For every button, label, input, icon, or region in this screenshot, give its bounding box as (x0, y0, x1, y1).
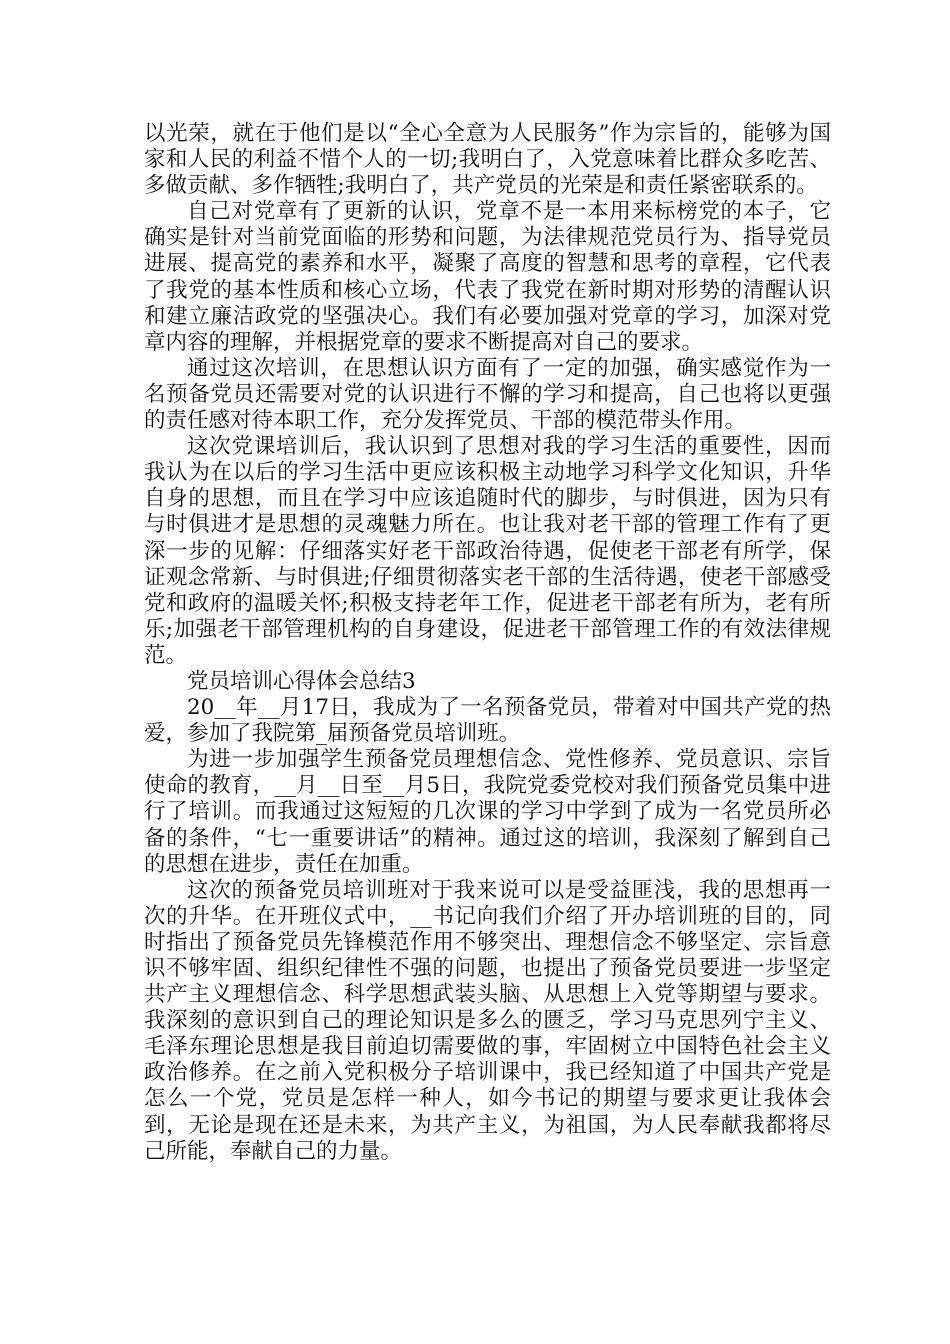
paragraph: 自己对党章有了更新的认识，党章不是一本用来标榜党的本子，它确实是针对当前党面临的形势和问题，为法律规范党员行为、指导党员进展、提高党的素养和水平，凝聚了高度的智慧和思考的章程，它代表了我党的基本性质和核心立场，代表了我党在新时期对形势的清醒认识和建立廉洁政党的坚强决心。我们有必要加强对党章的学习，加深对党章内容的理解，并根据党章的要求不断提高对自己的要求。 (144, 199, 831, 355)
paragraph: 通过这次培训，在思想认识方面有了一定的加强，确实感觉作为一名预备党员还需要对党的认识进行不懈的学习和提高，自己也将以更强的责任感对待本职工作，充分发挥党员、干部的模范带头作用。 (144, 355, 831, 434)
document-body (144, 121, 831, 1165)
paragraph: 这次党课培训后，我认识到了思想对我的学习生活的重要性，因而我认为在以后的学习生活中更应该积极主动地学习科学文化知识，升华自身的思想，而且在学习中应该追随时代的脚步，与时俱进，因为只有与时俱进才是思想的灵魂魅力所在。也让我对老干部的管理工作有了更深一步的见解：仔细落实好老干部政治待遇，促使老干部老有所学，保证观念常新、与时俱进;仔细贯彻落实老干部的生活待遇，使老干部感受党和政府的温暖关怀;积极支持老年工作，促进老干部老有所为，老有所乐;加强老干部管理机构的自身建设，促进老干部管理工作的有效法律规范。 (144, 434, 831, 668)
paragraph: 20__年__月17日，我成为了一名预备党员，带着对中国共产党的热爱，参加了我院第_届预备党员培训班。 (144, 695, 831, 747)
paragraph: 这次的预备党员培训班对于我来说可以是受益匪浅，我的思想再一次的升华。在开班仪式中，__书记向我们介绍了开办培训班的目的，同时指出了预备党员先锋模范作用不够突出、理想信念不够坚定、宗旨意识不够牢固、组织纪律性不强的问题，也提出了预备党员要进一步坚定共产主义理想信念、科学思想武装头脑、从思想上入党等期望与要求。我深刻的意识到自己的理论知识是多么的匮乏，学习马克思列宁主义、毛泽东理论思想是我目前迫切需要做的事，牢固树立中国特色社会主义政治修养。在之前入党积极分子培训课中，我已经知道了中国共产党是怎么一个党，党员是怎样一种人，如今书记的期望与要求更让我体会到，无论是现在还是未来，为共产主义，为祖国，为人民奉献我都将尽己所能，奉献自己的力量。 (144, 877, 831, 1164)
paragraph: 为进一步加强学生预备党员理想信念、党性修养、党员意识、宗旨使命的教育，__月__日至__月5日，我院党委党校对我们预备党员集中进行了培训。而我通过这短短的几次课的学习中学到了成为一名党员所必备的条件，“七一重要讲话”的精神。通过这的培训，我深刻了解到自己的思想在进步，责任在加重。 (144, 747, 831, 877)
section-heading: 党员培训心得体会总结3 (187, 668, 416, 694)
paragraph: 以光荣，就在于他们是以“全心全意为人民服务”作为宗旨的，能够为国家和人民的利益不惜个人的一切;我明白了，入党意味着比群众多吃苦、多做贡献、多作牺牲;我明白了，共产党员的光荣是和责任紧密联系的。 (144, 121, 831, 199)
